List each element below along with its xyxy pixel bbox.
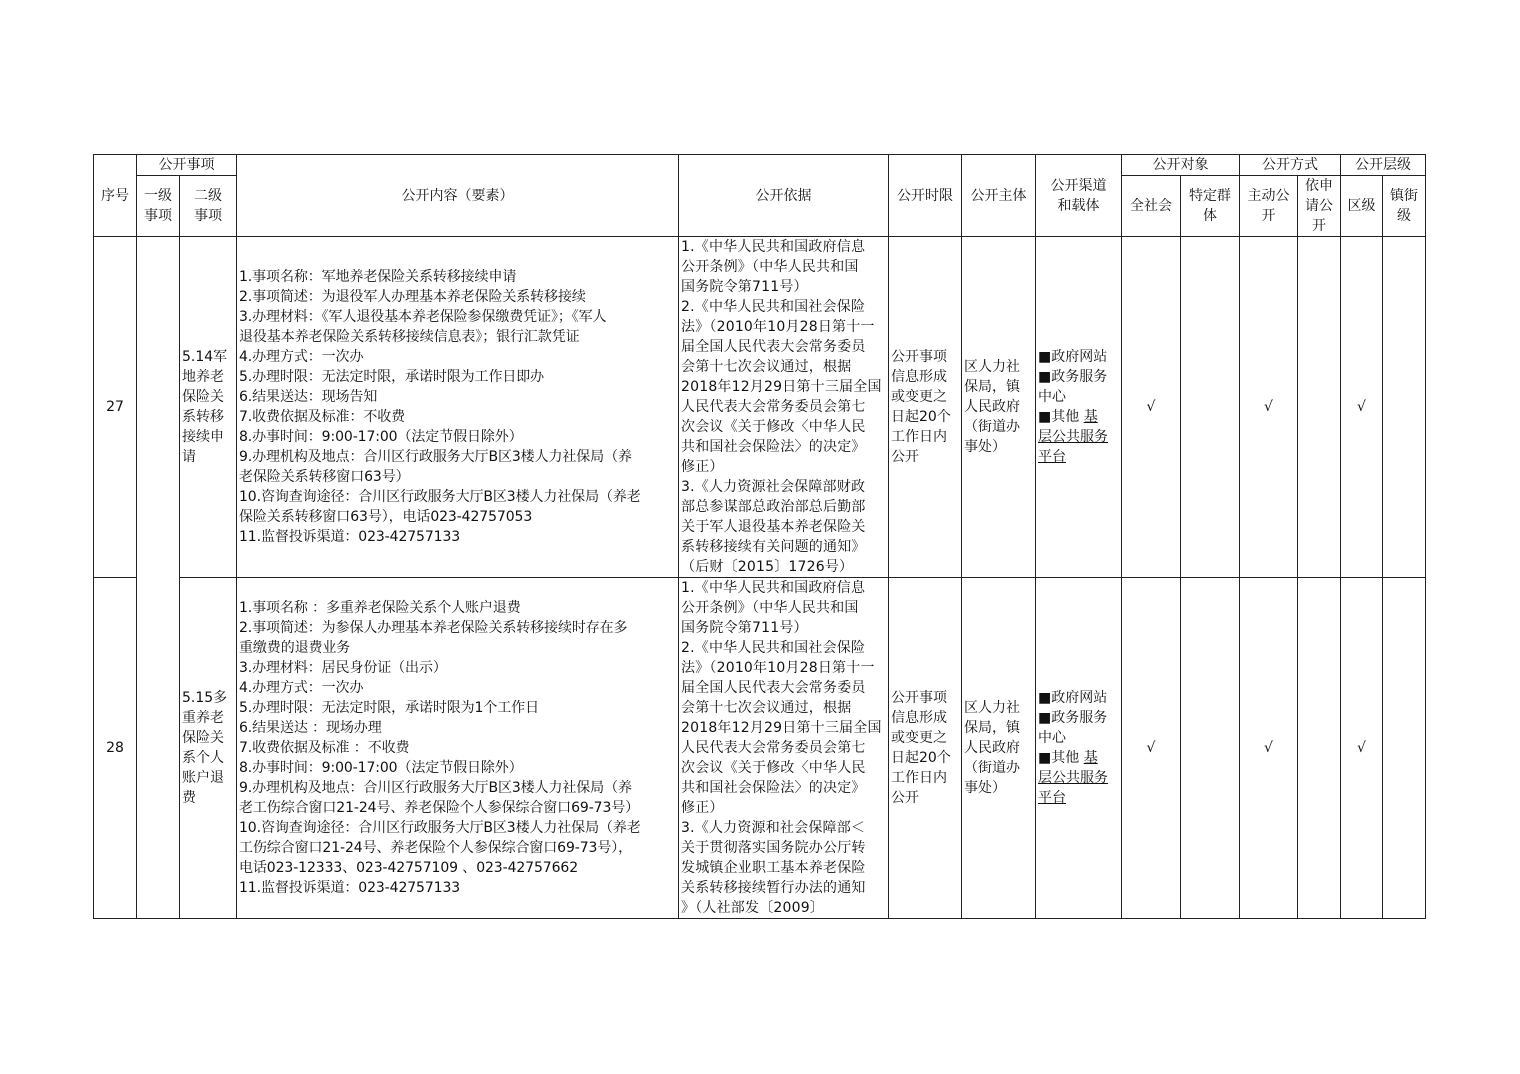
- header-method-group: 公开方式: [1240, 155, 1341, 176]
- check-district: √: [1341, 237, 1383, 578]
- header-level1: 一级 事项: [137, 176, 180, 237]
- cell-specific-group: [1181, 578, 1240, 919]
- header-row-1: [94, 155, 1426, 176]
- table-row: [94, 578, 1426, 919]
- header-channel: 公开渠道 和载体: [1036, 155, 1122, 237]
- cell-on-request: [1298, 578, 1341, 919]
- platform-link[interactable]: 基: [1083, 750, 1098, 766]
- table-row: [94, 237, 1426, 578]
- cell-specific-group: [1181, 237, 1240, 578]
- row-level2: 5.15多 重养老 保险关 系个人 账户退 费: [180, 578, 237, 919]
- row-content: 1.事项名称：军地养老保险关系转移接续申请 2.事项简述：为退役军人办理基本养老保险关系转移接续 3.办理材料：《军人退役基本养老保险参保缴费凭证》；《军人 退役基本养老保险关系转移接续信息表》；银行汇款凭证 4.办理方式：一次办 5.办理时限：无法定时限，承诺时限为工作日即办 6.结果送达：现场告知 7.收费依据及标准：不收费 8.办事时间：9:00-17:00（法定节假日除外） 9.办理机构及地点：合川区行政服务大厅B区3楼人力社保局（养 老保险关系转移窗口63号） 10.咨询查询途径：合川区行政服务大厅B区3楼人力社保局（养老 保险关系转移窗口63号），电话023-42757053 11.监督投诉渠道：023-42757133: [237, 237, 679, 578]
- row-time: 公开事项 信息形成 或变更之 日起20个 工作日内 公开: [889, 237, 962, 578]
- header-town: 镇街 级: [1383, 176, 1426, 237]
- platform-link[interactable]: 基: [1083, 409, 1098, 425]
- row-content: 1.事项名称 ：多重养老保险关系个人账户退费 2.事项简述：为参保人办理基本养老保险关系转移接续时存在多 重缴费的退费业务 3.办理材料：居民身份证（出示） 4.办理方式：一次办 5.办理时限：无法定时限，承诺时限为1个工作日 6.结果送达 ：现场办理 7.收费依据及标准 ：不收费 8.办事时间：9:00-17:00（法定节假日除外） 9.办理机构及地点：合川区行政服务大厅B区3楼人力社保局（养 老工伤综合窗口21-24号、养老保险个人参保综合窗口69-73号） 10.咨询查询途径：合川区行政服务大厅B区3楼人力社保局（养老 工伤综合窗口21-24号、养老保险个人参保综合窗口69-73号）， 电话023-12333、023-42757109 、023-42757662 11.监督投诉渠道：023-42757133: [237, 578, 679, 919]
- check-whole-society: √: [1122, 237, 1181, 578]
- cell-town: [1383, 578, 1426, 919]
- header-target-group: 公开对象: [1122, 155, 1240, 176]
- header-subject: 公开主体: [962, 155, 1036, 237]
- row-level1-empty: [137, 237, 180, 919]
- header-active: 主动公 开: [1240, 176, 1298, 237]
- header-level-group: 公开层级: [1341, 155, 1426, 176]
- row-level2: 5.14军 地养老 保险关 系转移 接续申 请: [180, 237, 237, 578]
- header-specific-group: 特定群 体: [1181, 176, 1240, 237]
- row-basis: 1.《中华人民共和国政府信息 公开条例》（中华人民共和国 国务院令第711号） 2.《中华人民共和国社会保险 法》（2010年10月28日第十一 届全国人民代表大会常务委员 会第十七次会议通过，根据 2018年12月29日第十三届全国 人民代表大会常务委员会第七 次会议《关于修改〈中华人民 共和国社会保险法〉的决定》 修正） 3.《人力资源社会保障部财政 部总参谋部总政治部总后勤部 关于军人退役基本养老保险关 系转移接续有关问题的通知》 （后财〔2015〕1726号）: [679, 237, 889, 578]
- check-district: √: [1341, 578, 1383, 919]
- header-time: 公开时限: [889, 155, 962, 237]
- header-items-group: 公开事项: [137, 155, 237, 176]
- row-basis: 1.《中华人民共和国政府信息 公开条例》（中华人民共和国 国务院令第711号） 2.《中华人民共和国社会保险 法》（2010年10月28日第十一 届全国人民代表大会常务委员 会第十七次会议通过，根据 2018年12月29日第十三届全国 人民代表大会常务委员会第七 次会议《关于修改〈中华人民 共和国社会保险法〉的决定》 修正） 3.《人力资源和社会保障部＜ 关于贯彻落实国务院办公厅转 发城镇企业职工基本养老保险 关系转移接续暂行办法的通知 》（人社部发〔2009〕: [679, 578, 889, 919]
- row-channel: ■政府网站 ■政务服务 中心 ■其他 基 层公共服务 平台: [1036, 237, 1122, 578]
- header-level2: 二级 事项: [180, 176, 237, 237]
- header-content: 公开内容（要素）: [237, 155, 679, 237]
- check-active: √: [1240, 237, 1298, 578]
- row-seq: 28: [94, 578, 137, 919]
- cell-on-request: [1298, 237, 1341, 578]
- header-whole-society: 全社会: [1122, 176, 1181, 237]
- header-district: 区级: [1341, 176, 1383, 237]
- row-subject: 区人力社 保局，镇 人民政府 （街道办 事处）: [962, 237, 1036, 578]
- row-channel: ■政府网站 ■政务服务 中心 ■其他 基 层公共服务 平台: [1036, 578, 1122, 919]
- cell-town: [1383, 237, 1426, 578]
- header-on-request: 依申 请公 开: [1298, 176, 1341, 237]
- row-time: 公开事项 信息形成 或变更之 日起20个 工作日内 公开: [889, 578, 962, 919]
- check-whole-society: √: [1122, 578, 1181, 919]
- disclosure-table: [93, 154, 1426, 919]
- check-active: √: [1240, 578, 1298, 919]
- row-seq: 27: [94, 237, 137, 578]
- row-subject: 区人力社 保局，镇 人民政府 （街道办 事处）: [962, 578, 1036, 919]
- header-seq: 序号: [94, 155, 137, 237]
- header-basis: 公开依据: [679, 155, 889, 237]
